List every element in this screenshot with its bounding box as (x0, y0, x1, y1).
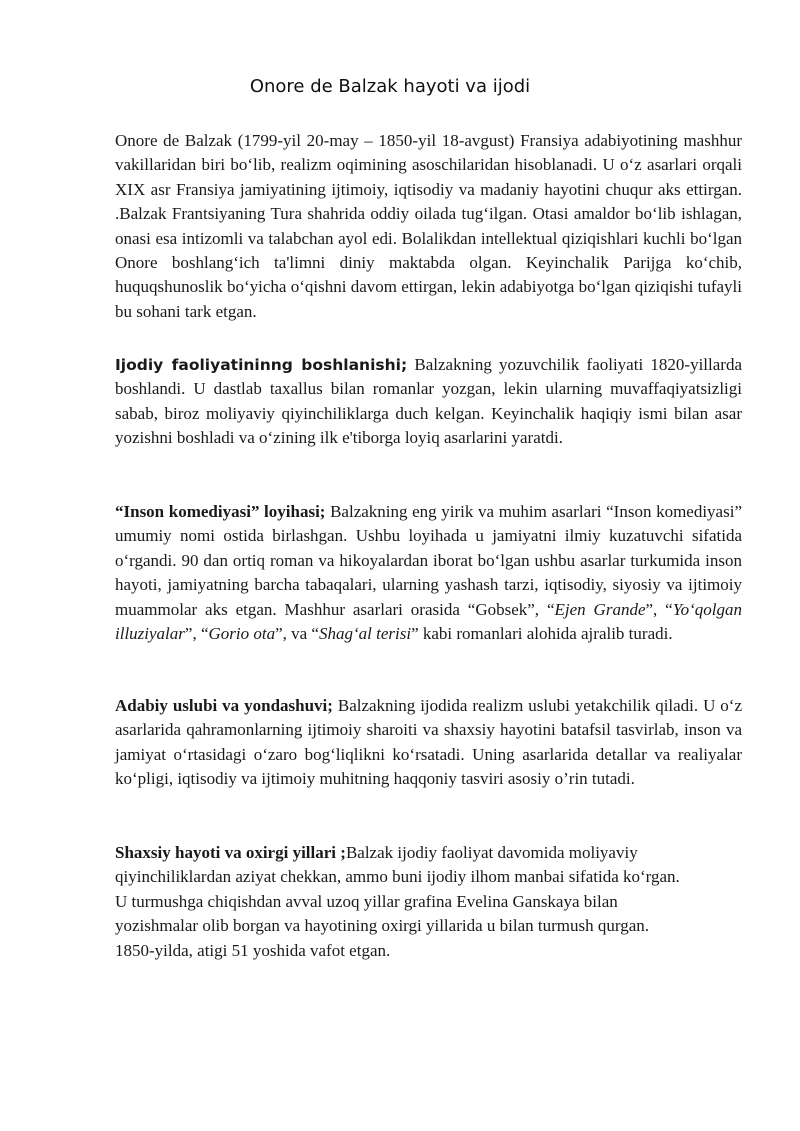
section-text-line: Balzak ijodiy faoliyat davomida moliyaviy (345, 843, 638, 862)
work-title-ejen-grande: Ejen Grande (554, 599, 646, 619)
work-title-pere-goriot: Gorio ota (208, 624, 276, 644)
section-text-literary-style: Balzakning ijodida realizm uslubi yetakchilik qiladi. U o‘z asarlarida qahramonlarning ijtimoiy sharoiti va shaxsiy hayotini batafsil tasvirlab, inson va jamiyat o‘rtasidagi o‘zaro bog‘liqlikni ko‘rsatadi. Uning asarlarida detallar va realiyalar ko‘pligi, iqtisodiy va ijtimoiy muhitning haqqoniy tasviri asosiy o’rin tutadi. (115, 696, 742, 789)
work-title-lost-illusions: Yo‘qolgan illuziyalar (115, 599, 742, 644)
paragraph-biography: Onore de Balzak (1799-yil 20-may – 1850-yil 18-avgust) Fransiya adabiyotining mashhur vakillaridan biri bo‘lib, realizm oqimining asoschilaridan hisoblanadi. U o‘z asarlari orqali XIX asr Fransiya jamiyatining ijtimoiy, iqtisodiy va madaniy hayotini chuqur aks ettirgan. .Balzak Frantsiyaning Tura shahrida oddiy oilada tug‘ilgan. Otasi amaldor bo‘lib ishlagan, onasi esa intizomli va talabchan ayol edi. Bolalikdan intellektual qiziqishlari kuchli bo‘lgan Onore boshlang‘ich ta'limni diniy maktabda olgan. Keyinchalik Parijga ko‘chib, huquqshunoslik bo‘yicha o‘qishni davom ettirgan, lekin adabiyotga bo‘lgan qiziqishi tufayli bu sohani tark etgan. (115, 131, 742, 321)
section-text-human-comedy-end: ” kabi romanlari alohida ajralib turadi. (411, 624, 673, 644)
work-separator: ”, va “ (275, 624, 319, 644)
text-line: 1850-yilda, atigi 51 yoshida vafot etgan. (115, 940, 391, 960)
paragraph-literary-style (115, 694, 742, 792)
section-heading-personal-life: Shaxsiy hayoti va oxirgi yillari ; (115, 843, 346, 862)
section-heading-human-comedy: “Inson komediyasi” loyihasi; (115, 502, 326, 521)
text-line: yozishmalar olib borgan va hayotining oxirgi yillarida u bilan turmush qurgan. (115, 916, 649, 936)
paragraph-personal-life (115, 841, 742, 963)
text-line: qiyinchiliklardan aziyat chekkan, ammo buni ijodiy ilhom manbai sifatida ko‘rgan. (115, 867, 680, 887)
text-line: U turmushga chiqishdan avval uzoq yillar grafina Evelina Ganskaya bilan (115, 891, 618, 911)
work-title-wild-ass-skin: Shag‘al terisi (318, 624, 412, 644)
paragraph-human-comedy (115, 500, 742, 646)
work-separator: ”, “ (645, 599, 673, 619)
section-text-early-career: Balzakning yozuvchilik faoliyati 1820-yillarda boshlandi. U dastlab taxallus bilan romanlar yozgan, lekin ularning muvaffaqiyatsizligi sabab, biroz moliyaviy qiyinchiliklarga duch kelgan. Keyinchalik haqiqiy ismi bilan asar yozishni boshladi va o‘zining ilk e'tiborga loyiq asarlarini yaratdi. (115, 355, 742, 448)
text-line (115, 841, 742, 865)
section-heading-literary-style: Adabiy uslubi va yondashuvi; (115, 696, 333, 715)
document-title (0, 76, 800, 97)
section-text-human-comedy: Balzakning eng yirik va muhim asarlari “Inson komediyasi” umumiy nomi ostida birlashgan. Ushbu loyihada u jamiyatni ilmiy kuzatuvchi sifatida o‘rgandi. 90 dan ortiq roman va hikoyalardan iborat bo‘lgan ushbu asarlar turkumida inson hayoti, jamiyatning barcha tabaqalari, ularning yashash tarzi, iqtisodiy, siyosiy va ijtimoiy muammolar aks etgan. Mashhur asarlari orasida “Gobsek”, “ (115, 502, 742, 619)
paragraph-early-career (115, 353, 742, 451)
document-title-text: Onore de Balzak hayoti va ijodi (249, 76, 531, 97)
work-separator: ”, “ (184, 624, 209, 644)
section-heading-early-career: Ijodiy faoliyatininng boshlanishi; (115, 356, 408, 374)
